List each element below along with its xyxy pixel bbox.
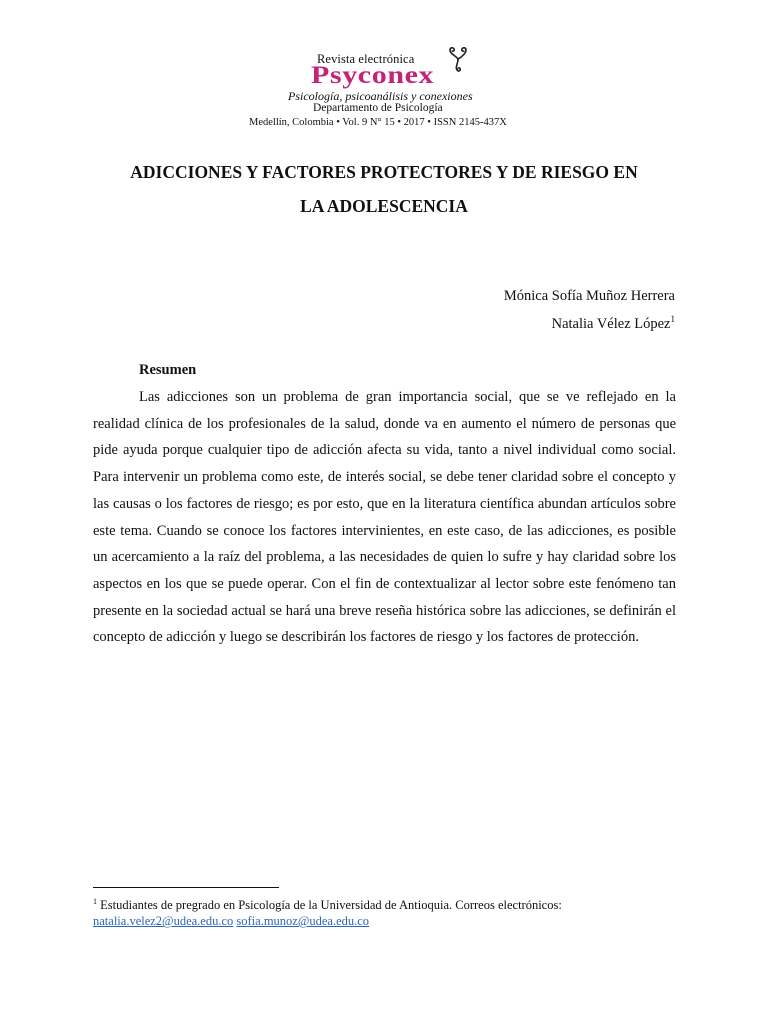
paper-title-line-1: ADICCIONES Y FACTORES PROTECTORES Y DE RIESGO EN: [130, 162, 638, 182]
paper-title: [0, 155, 768, 223]
author-1-name: Mónica Sofía Muñoz Herrera: [503, 288, 675, 304]
abstract-heading: Resumen: [139, 362, 197, 378]
author-2-name: Natalia Vélez López: [551, 315, 671, 332]
journal-issue-info: Medellín, Colombia • Vol. 9 N° 15 • 2017 • ISSN 2145-437X: [249, 117, 507, 128]
footnote: [93, 894, 683, 929]
footnote-mark: 1: [93, 897, 97, 906]
author-2: [552, 314, 675, 333]
footnote-rule: [93, 887, 279, 888]
journal-logo: Psyconex: [311, 62, 435, 89]
abstract-text: Las adicciones son un problema de gran importancia social, que se ve reflejado en la realidad clínica de los profesionales de la salud, donde va en aumento el número de personas que pide ayuda porque cualquier tipo de adicción afecta su vida, tanto a nivel individual como social. Para intervenir un problema como este, de interés social, se debe tener claridad sobre el concepto y las causas o los factores de riesgo; es por esto, que en la literatura científica abundan artículos sobre este tema. Cuando se conoce los factores intervinientes, en este caso, de las adicciones, es posible un acercamiento a la raíz del problema, a las necesidades de quien lo sufre y hay claridad sobre los aspectos en los que se puede operar. Con el fin de contextualizar al lector sobre este fenómeno tan presente en la sociedad actual se hará una breve reseña histórica sobre las adicciones, se definirán el concepto de adicción y luego se describirán los factores de riesgo y los factores de protección.: [93, 389, 676, 646]
author-2-footnote-mark: 1: [670, 314, 675, 324]
email-link-sofia[interactable]: sofia.munoz@udea.edu.co: [236, 914, 370, 929]
author-1: [504, 288, 675, 305]
journal-department: Departamento de Psicología: [313, 102, 443, 114]
journal-label: Revista electrónica: [317, 52, 415, 66]
paper-title-line-2: LA ADOLESCENCIA: [300, 196, 468, 216]
footnote-text: Estudiantes de pregrado en Psicología de la Universidad de Antioquia. Correos electrónicos:: [97, 898, 562, 913]
journal-subtitle: Psicología, psicoanálisis y conexiones: [288, 89, 473, 103]
email-link-natalia[interactable]: natalia.velez2@udea.edu.co: [93, 914, 234, 929]
triskelion-logo-icon: [446, 46, 470, 72]
